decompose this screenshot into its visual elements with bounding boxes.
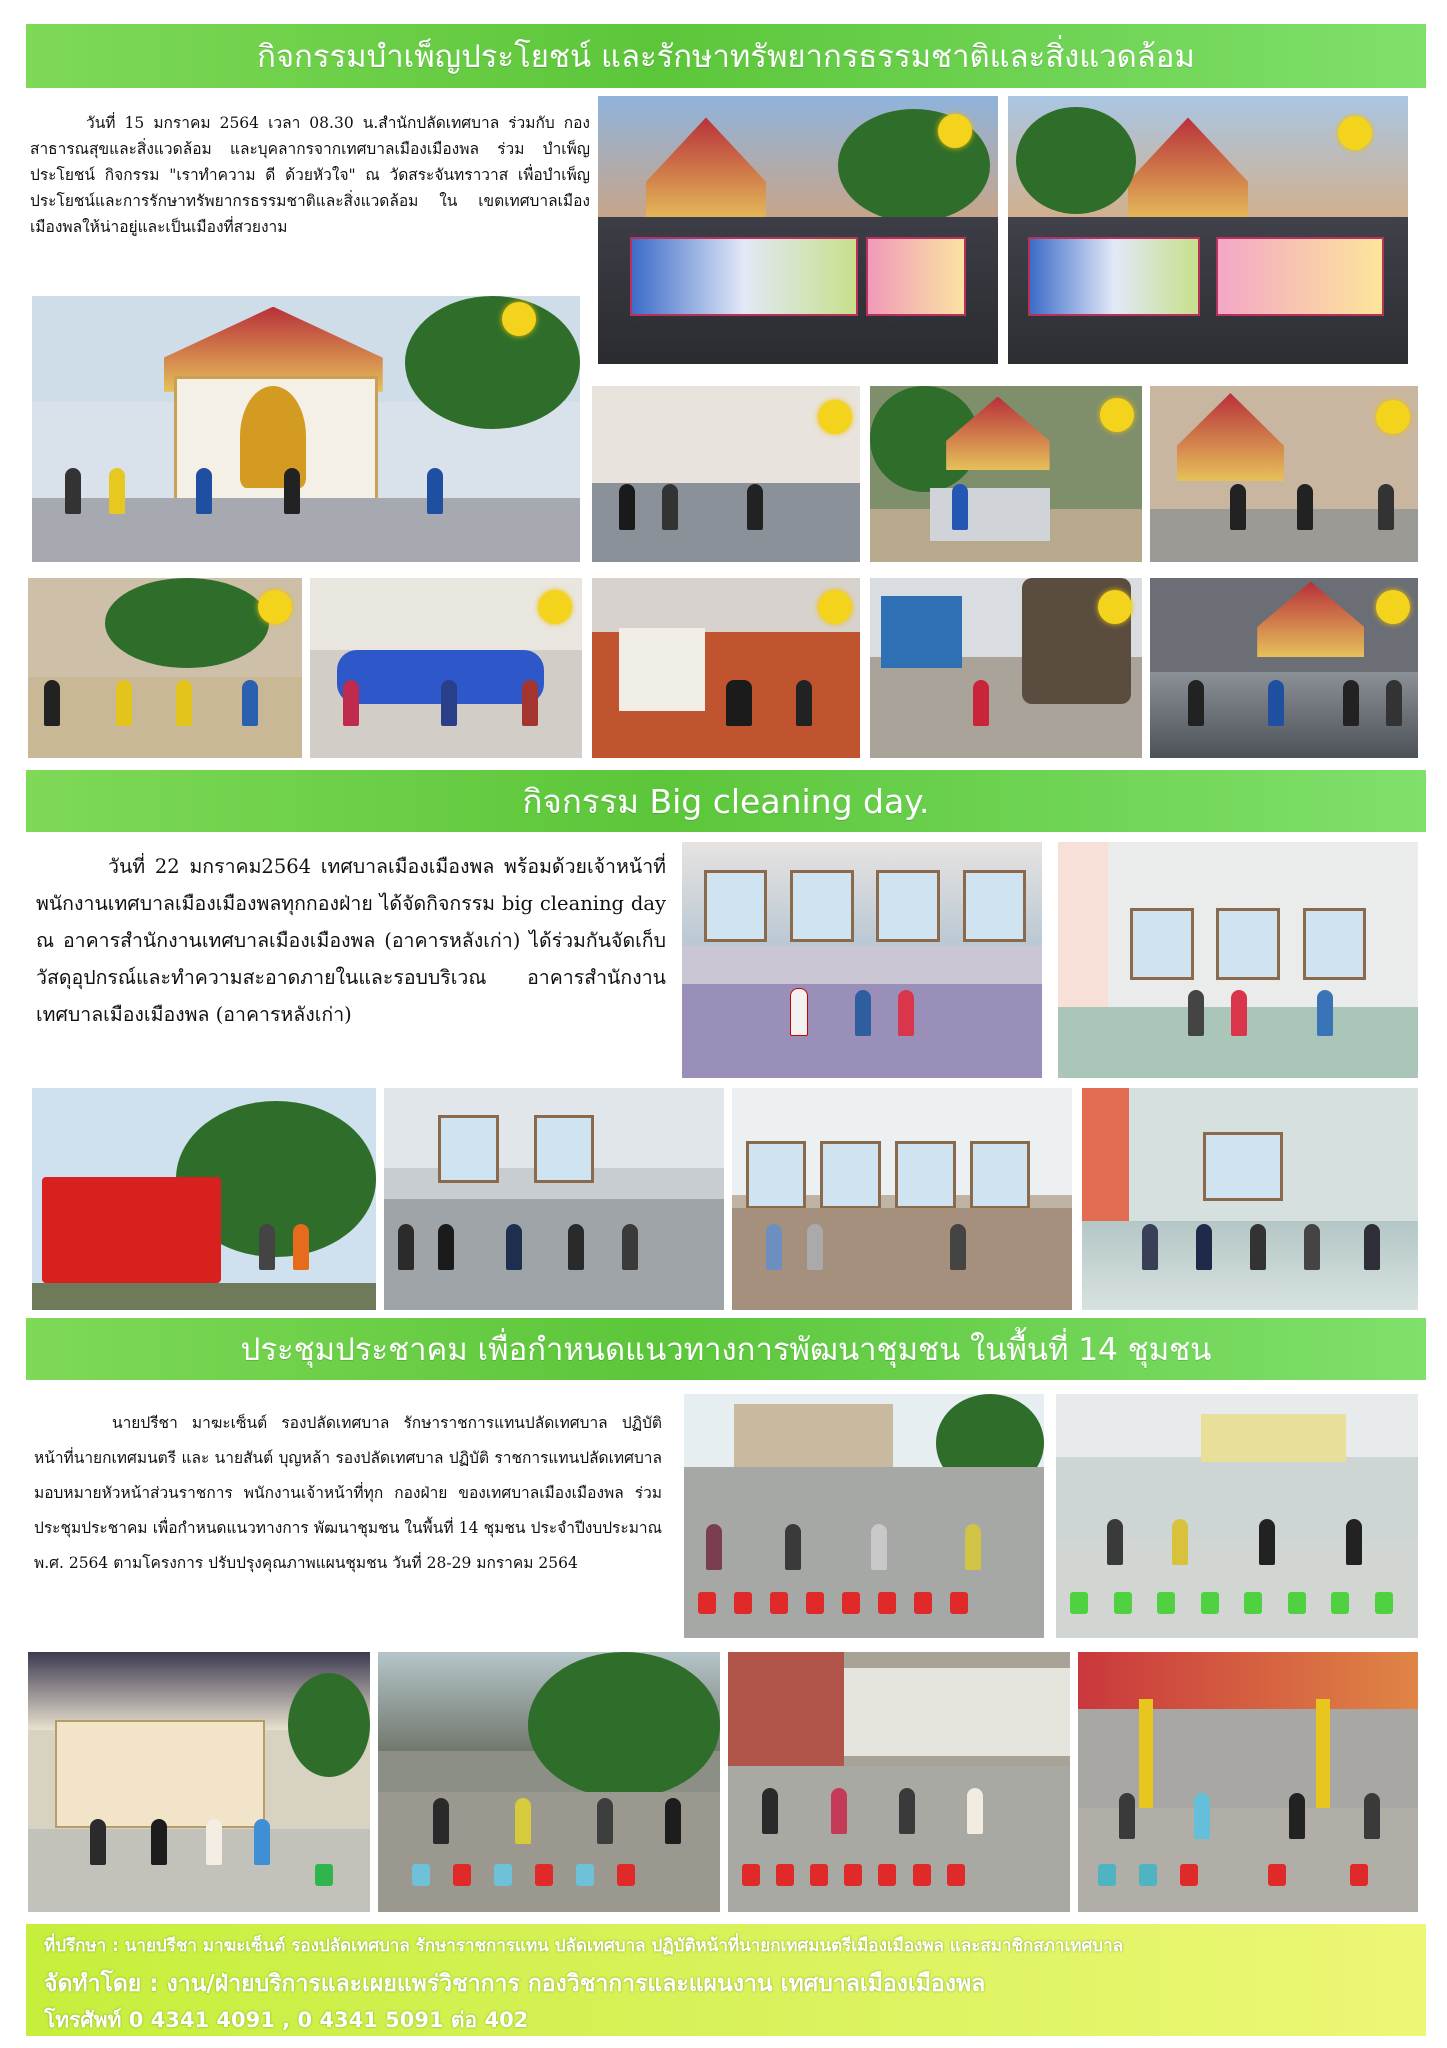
photo-community-meeting-4	[376, 1650, 722, 1914]
photo-community-meeting-1	[682, 1392, 1046, 1640]
photo-sweeping-broom	[868, 576, 1144, 760]
photo-fire-truck	[30, 1086, 378, 1312]
photo-sweeping-grounds	[26, 576, 304, 760]
photo-community-meeting-6	[1076, 1650, 1420, 1914]
photo-community-meeting-2	[1054, 1392, 1420, 1640]
section-2-banner	[26, 770, 1426, 832]
photo-parade-banner-1	[596, 94, 1000, 366]
footer-advisor: ที่ปรึกษา : นายปรีชา มาฆะเซ็นต์ รองปลัดเทศบาล รักษาราชการแทน ปลัดเทศบาล ปฏิบัติหน้าที่นายกเทศมนตรีเมืองเมืองพล และสมาชิกสภาเทศบาล	[44, 1936, 1124, 1956]
section-1-title: กิจกรรมบำเพ็ญประโยชน์ และรักษาทรัพยากรธรรมชาติและสิ่งแวดล้อม	[257, 39, 1195, 75]
footer-credits	[26, 1924, 1426, 2036]
photo-community-meeting-5	[726, 1650, 1072, 1914]
photo-washing-floor	[1148, 576, 1420, 760]
section-2-title: กิจกรรม Big cleaning day.	[522, 781, 930, 821]
photo-hose-washing	[590, 384, 862, 564]
section-3-text	[34, 1406, 662, 1581]
section-3-paragraph: นายปรีชา มาฆะเซ็นต์ รองปลัดเทศบาล รักษาราชการแทนปลัดเทศบาล ปฏิบัติหน้าที่นายกเทศมนตรี และ นายสันต์ บุญหล้า รองปลัดเทศบาล ปฏิบัติ ราชการแทนปลัดเทศบาล มอบหมายหัวหน้าส่วนราชการ พนักงานเจ้าหน้าที่ทุก กองฝ่าย ของเทศบาลเมืองเมืองพล ร่วมประชุมประชาคม เพื่อกำหนดแนวทางการ พัฒนาชุมชน ในพื้นที่ 14 ชุมชน ประจำปีงบประมาณ พ.ศ. 2564 ตามโครงการ ปรับปรุงคุณภาพแผนชุมชน วันที่ 28-29 มกราคม 2564	[34, 1414, 662, 1572]
photo-parade-banner-2	[1006, 94, 1410, 366]
section-3-banner	[26, 1318, 1426, 1380]
section-2-paragraph: วันที่ 22 มกราคม2564 เทศบาลเมืองเมืองพล พร้อมด้วยเจ้าหน้าที่ พนักงานเทศบาลเมืองเมืองพลทุกกองฝ่าย ได้จัดกิจกรรม big cleaning day ณ อาคารสำนักงานเทศบาลเมืองเมืองพล (อาคารหลังเก่า) ได้ร่วมกันจัดเก็บ วัสดุอุปกรณ์และทำความสะอาดภายในและรอบบริเวณ อาคารสำนักงาน เทศบาลเมืองเมืองพล (อาคารหลังเก่า)	[36, 855, 666, 1026]
photo-temple-courtyard	[1148, 384, 1420, 564]
photo-community-meeting-3	[26, 1650, 372, 1914]
footer-producer: จัดทำโดย : งาน/ฝ่ายบริการและเผยแพร่วิชาการ กองวิชาการและแผนงาน เทศบาลเมืองเมืองพล	[44, 1971, 986, 1997]
section-1-banner	[26, 24, 1426, 88]
photo-hosing-hall	[382, 1086, 726, 1312]
photo-buddha-shrine-cleaning	[30, 294, 582, 564]
section-3-title: ประชุมประชาคม เพื่อกำหนดแนวทางการพัฒนาชุมชน ในพื้นที่ 14 ชุมชน	[240, 1332, 1212, 1368]
footer-phone: โทรศัพท์ 0 4341 4091 , 0 4341 5091 ต่อ 402	[44, 2008, 529, 2032]
photo-office-cleanup-1	[680, 840, 1044, 1080]
photo-truck-loading	[868, 384, 1144, 564]
photo-folding-tarp	[308, 576, 584, 760]
section-1-text	[30, 110, 590, 240]
photo-empty-hall	[730, 1086, 1074, 1312]
section-2-text	[36, 848, 666, 1033]
photo-office-cleanup-2	[1056, 840, 1420, 1080]
section-1-paragraph: วันที่ 15 มกราคม 2564 เวลา 08.30 น.สำนักปลัดเทศบาล ร่วมกับ กองสาธารณสุขและสิ่งแวดล้อม และบุคลากรจากเทศบาลเมืองเมืองพล ร่วม บำเพ็ญประโยชน์ กิจกรรม "เราทำความ ดี ด้วยหัวใจ" ณ วัดสระจันทราวาส เพื่อบำเพ็ญประโยชน์และการรักษาทรัพยากรธรรมชาติและสิ่งแวดล้อม ใน เขตเทศบาลเมืองเมืองพลให้น่าอยู่และเป็นเมืองที่สวยงาม	[30, 114, 590, 236]
photo-cleaning-stand	[590, 576, 862, 760]
photo-sweeping-tiles	[1080, 1086, 1420, 1312]
